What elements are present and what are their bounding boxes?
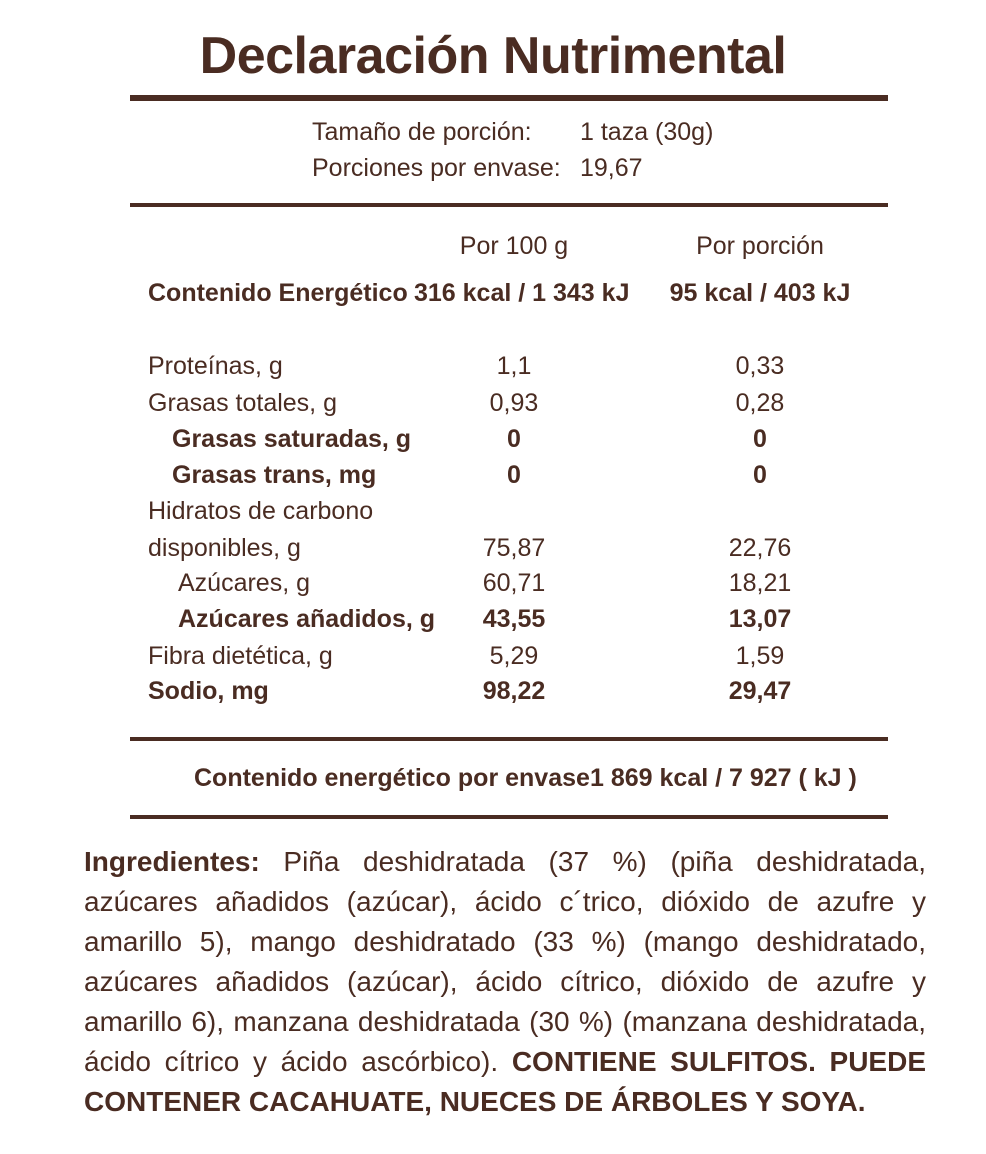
nutrient-per-100g: 98,22 (482, 677, 546, 705)
divider-container (130, 815, 888, 819)
nutrient-per-100g: 5,29 (489, 642, 539, 670)
nutrient-per-serving: 0 (753, 425, 767, 453)
serving-size-label: Tamaño de porción: (312, 118, 532, 146)
nutrient-per-serving: 0,28 (735, 389, 785, 417)
nutrient-per-serving: 1,59 (735, 642, 785, 670)
nutrient-per-serving: 0 (753, 461, 767, 489)
ingredients-label: Ingredientes: (84, 846, 260, 877)
allergen-warning: CONTIENE SULFITOS. PUEDE CONTENER CACAHUATE, NUECES DE ÁRBOLES Y SOYA. (84, 1046, 927, 1117)
divider-top (130, 95, 888, 101)
nutrient-label: Sodio, mg (148, 677, 269, 705)
servings-per-container-label: Porciones por envase: (312, 154, 561, 182)
nutrient-label: disponibles, g (148, 534, 301, 562)
container-energy-value: 1 869 kcal / 7 927 ( kJ ) (590, 764, 857, 792)
column-header-per-serving: Por porción (696, 232, 824, 260)
nutrient-label: Proteínas, g (148, 352, 283, 380)
nutrient-per-100g: 75,87 (482, 534, 546, 562)
column-header-per-100g: Por 100 g (459, 232, 569, 260)
nutrient-label: Grasas saturadas, g (172, 425, 412, 453)
container-energy-label: Contenido energético por envase (194, 764, 590, 792)
nutrient-label: Hidratos de carbono (148, 497, 374, 525)
ingredients-text: Piña deshidratada (37 %) (piña deshidratada, azúcares añadidos (azúcar), ácido c´trico, dióxido de azufre y amarillo 5), mango deshidratado (33 %) (mango deshidratado, azúcares añadidos (azúcar), ácido cítrico, dióxido de azufre y amarillo 6), manzana deshidratada (30 %) (manzana deshidratada, ácido cítrico y ácido ascórbico). (84, 846, 926, 1077)
nutrient-per-100g: 60,71 (482, 569, 546, 597)
divider-nutrients (130, 737, 888, 741)
energy-per-serving: 95 kcal / 403 kJ (669, 279, 851, 307)
nutrient-per-serving: 29,47 (728, 677, 792, 705)
page-title: Declaración Nutrimental (199, 27, 787, 85)
ingredients-block (84, 842, 926, 1122)
nutrient-label: Fibra dietética, g (148, 642, 333, 670)
energy-per-100g: 316 kcal / 1 343 kJ (414, 279, 630, 307)
nutrient-per-100g: 1,1 (496, 352, 532, 380)
divider-serving (130, 203, 888, 207)
nutrient-per-100g: 43,55 (482, 605, 546, 633)
energy-label: Contenido Energético (148, 279, 408, 307)
nutrient-per-serving: 18,21 (728, 569, 792, 597)
nutrient-per-100g: 0 (507, 425, 521, 453)
nutrient-per-serving: 0,33 (735, 352, 785, 380)
servings-per-container-value: 19,67 (580, 154, 643, 182)
nutrient-per-serving: 13,07 (728, 605, 792, 633)
nutrient-label: Azúcares, g (178, 569, 311, 597)
nutrient-per-serving: 22,76 (728, 534, 792, 562)
nutrient-label: Azúcares añadidos, g (178, 605, 436, 633)
nutrient-per-100g: 0,93 (489, 389, 539, 417)
nutrient-per-100g: 0 (507, 461, 521, 489)
nutrient-label: Grasas totales, g (148, 389, 337, 417)
nutrient-label: Grasas trans, mg (172, 461, 377, 489)
serving-size-value: 1 taza (30g) (580, 118, 714, 146)
